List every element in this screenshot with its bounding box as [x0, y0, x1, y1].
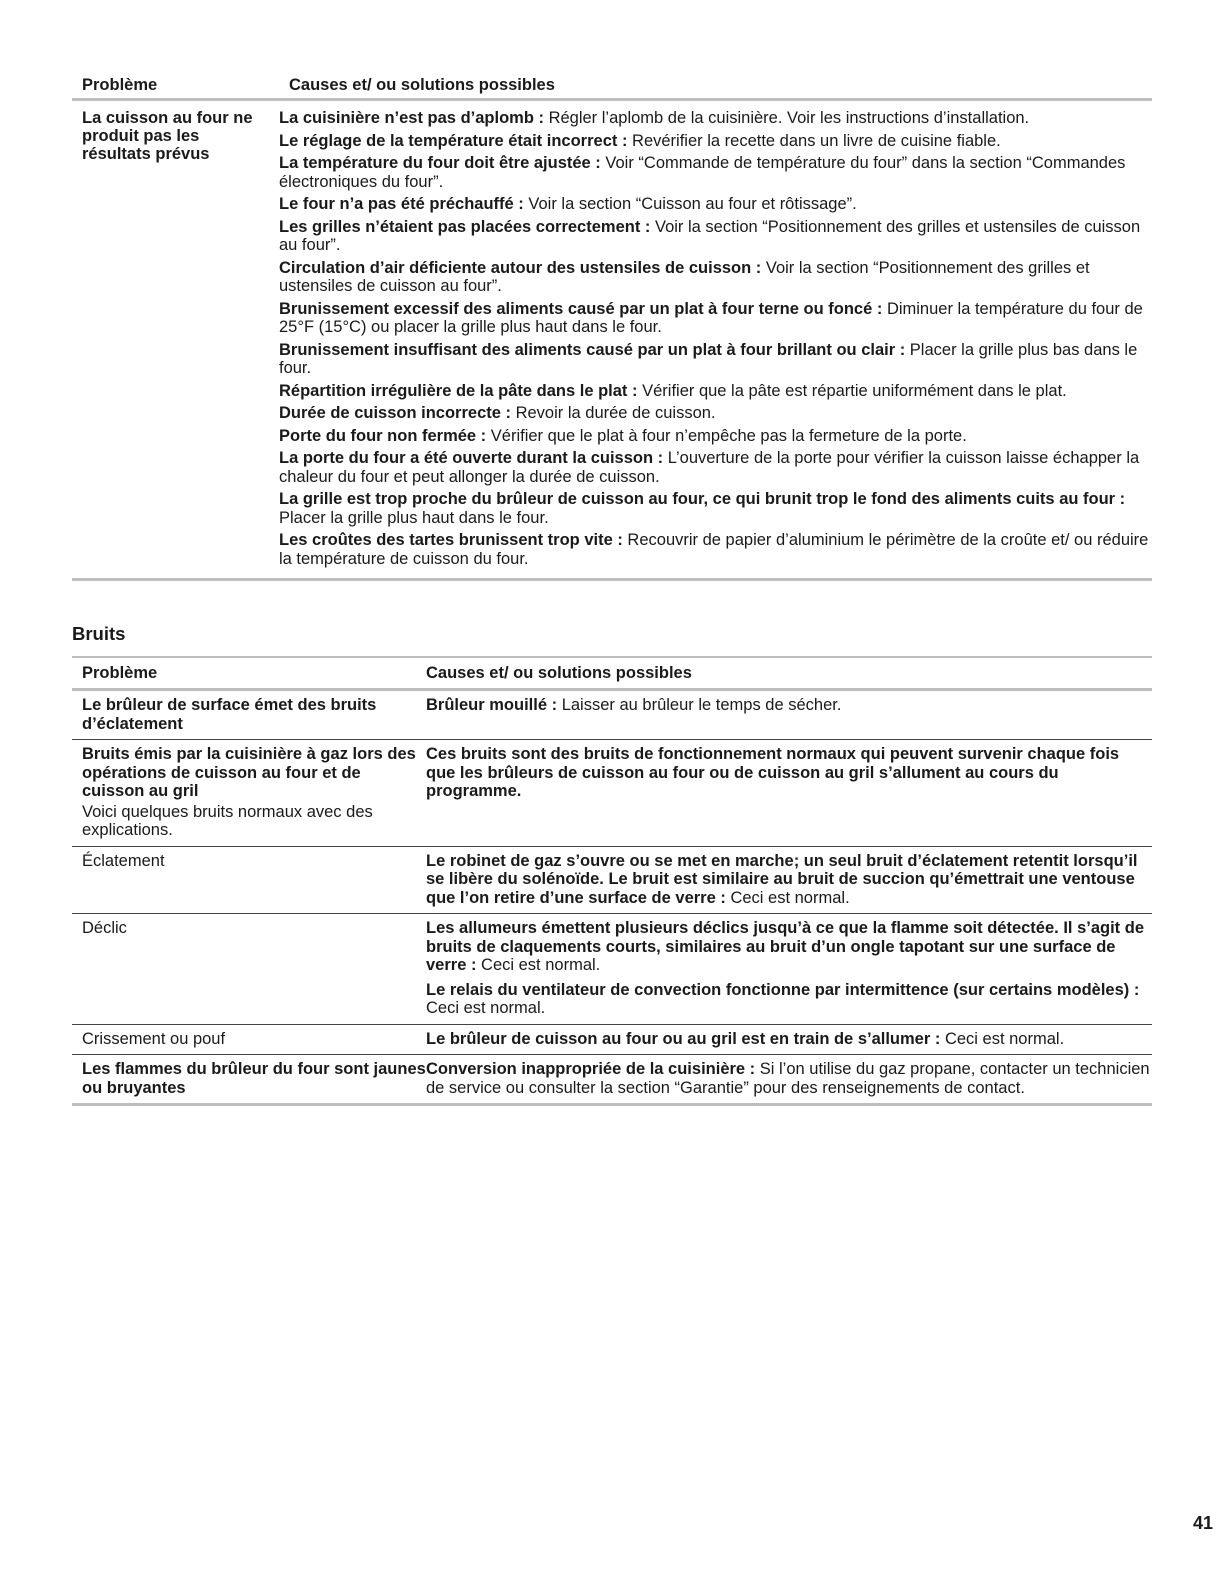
baking-troubleshooting-table	[72, 72, 1152, 581]
cause-entry	[426, 1060, 1152, 1097]
cause-entry	[426, 745, 1152, 801]
cause-entry	[279, 300, 1152, 337]
page	[72, 0, 1214, 1585]
problem-cell	[72, 919, 426, 1018]
cause-title: La température du four doit être ajustée :	[279, 154, 601, 172]
problem-description: Crissement ou pouf	[82, 1029, 226, 1048]
cause-title: Le brûleur de cuisson au four ou au gril est en train de s’allumer :	[426, 1029, 941, 1048]
cause-solution: L’ouverture de la porte pour vérifier la cuisson laisse échapper la chaleur du four et peut allonger la durée de cuisson.	[279, 449, 1140, 486]
cause-title: Brûleur mouillé :	[426, 696, 558, 714]
cause-solution: Placer la grille plus bas dans le four.	[279, 340, 1138, 377]
page-number: 41	[1193, 1513, 1214, 1533]
cause-title: Les grilles n’étaient pas placées correctement :	[279, 217, 651, 236]
cause-solution: Vérifier que la pâte est répartie uniformément dans le plat.	[637, 381, 1067, 400]
table-header	[72, 72, 1152, 101]
cause-title: Brunissement excessif des aliments causé par un plat à four terne ou foncé :	[279, 299, 883, 318]
header-problem-label: Problème	[82, 663, 158, 682]
cause-entry	[426, 696, 1152, 715]
table-header	[72, 656, 1152, 691]
table-row	[72, 101, 1152, 581]
cause-entry	[279, 404, 1152, 423]
cause-title: Durée de cuisson incorrecte :	[279, 404, 511, 422]
cause-title: Le four n’a pas été préchauffé :	[279, 195, 524, 213]
problem-cell	[72, 1060, 426, 1097]
header-causes-label: Causes et/ ou solutions possibles	[289, 75, 555, 94]
problem-description: Voici quelques bruits normaux avec des explications.	[82, 802, 373, 839]
cause-entry	[279, 341, 1152, 378]
cause-solution: Placer la grille plus haut dans le four.	[279, 508, 549, 527]
problem-title: Les flammes du brûleur du four sont jaunes ou bruyantes	[82, 1060, 426, 1097]
table-row	[72, 1025, 1152, 1056]
cause-entry	[279, 382, 1152, 401]
problem-description: Déclic	[82, 919, 127, 937]
cause-title: Porte du four non fermée :	[279, 426, 487, 445]
cause-entry	[279, 449, 1152, 486]
cause-title: Ces bruits sont des bruits de fonctionnement normaux qui peuvent survenir chaque fois que les brûleurs de cuisson au four ou de cuisson au gril s’allument au cours du programme.	[426, 745, 1120, 800]
table-row	[72, 691, 1152, 740]
cause-solution: Vérifier que le plat à four n’empêche pas la fermeture de la porte.	[486, 426, 967, 445]
cause-solution: Voir la section “Positionnement des grilles et ustensiles de cuisson au four”.	[279, 217, 1141, 254]
cause-title: Le robinet de gaz s’ouvre ou se met en marche; un seul bruit d’éclatement retentit lorsqu’il se libère du solénoïde. Le bruit est similaire au bruit de succion qu’émettrait une ventouse que l’on retire d’une surface de verre :	[426, 851, 1138, 907]
table-row	[72, 740, 1152, 847]
cause-entry	[279, 218, 1152, 255]
cause-title: Brunissement insuffisant des aliments causé par un plat à four brillant ou clair :	[279, 340, 906, 359]
cause-entry	[426, 981, 1152, 1018]
causes-cell	[426, 696, 1152, 733]
cause-solution: Voir la section “Positionnement des grilles et ustensiles de cuisson au four”.	[279, 258, 1090, 295]
cause-title: La cuisinière n’est pas d’aplomb :	[279, 109, 544, 127]
cause-entry	[426, 919, 1152, 975]
causes-cell	[426, 1060, 1152, 1097]
cause-solution: Voir la section “Cuisson au four et rôtissage”.	[523, 195, 857, 213]
cause-title: La grille est trop proche du brûleur de cuisson au four, ce qui brunit trop le fond des aliments cuits au four :	[279, 490, 1126, 508]
causes-cell	[426, 745, 1152, 840]
cause-title: Le réglage de la température était incorrect :	[279, 131, 628, 150]
table-row	[72, 1055, 1152, 1106]
cause-entry	[279, 490, 1152, 527]
cause-solution: Ceci est normal.	[476, 956, 601, 974]
cause-title: La porte du four a été ouverte durant la cuisson :	[279, 449, 664, 467]
cause-solution: Ceci est normal.	[940, 1029, 1065, 1048]
noise-troubleshooting-table	[72, 656, 1152, 1106]
problem-cell: La cuisson au four ne produit pas les résultats prévus	[82, 109, 253, 163]
header-problem-label: Problème	[82, 75, 158, 94]
cause-solution: Revoir la durée de cuisson.	[511, 404, 716, 422]
cause-entry	[279, 109, 1152, 128]
header-causes-label: Causes et/ ou solutions possibles	[426, 663, 692, 682]
cause-title: Les allumeurs émettent plusieurs déclics jusqu’à ce que la flamme soit détectée. Il s’agit de bruits de claquements courts, similaires au bruit d’un ongle tapotant sur une surface de verre :	[426, 919, 1144, 974]
problem-cell	[72, 696, 426, 733]
table-row	[72, 847, 1152, 915]
header-problem-cell	[72, 664, 426, 683]
header-causes-cell	[289, 76, 1152, 95]
cause-title: Circulation d’air déficiente autour des ustensiles de cuisson :	[279, 258, 762, 277]
cause-solution: Ceci est normal.	[426, 999, 546, 1017]
section-title: Bruits	[72, 623, 126, 644]
cause-title: Le relais du ventilateur de convection fonctionne par intermittence (sur certains modèles) :	[426, 980, 1140, 999]
causes-cell	[426, 1030, 1152, 1049]
cause-entry	[279, 531, 1152, 568]
cause-title: Les croûtes des tartes brunissent trop vite :	[279, 531, 623, 549]
cause-solution: Revérifier la recette dans un livre de cuisine fiable.	[627, 131, 1001, 150]
cause-entry	[279, 427, 1152, 446]
cause-title: Répartition irrégulière de la pâte dans le plat :	[279, 381, 638, 400]
header-problem-cell	[72, 76, 289, 95]
problem-description: Éclatement	[82, 851, 165, 870]
cause-solution: Si l’on utilise du gaz propane, contacter un technicien de service ou consulter la section “Garantie” pour des renseignements de contact.	[426, 1060, 1150, 1097]
cause-solution: Recouvrir de papier d’aluminium le périmètre de la croûte et/ ou réduire la température de cuisson du four.	[279, 531, 1149, 568]
cause-entry	[279, 259, 1152, 296]
cause-solution: Diminuer la température du four de 25°F (15°C) ou placer la grille plus haut dans le four.	[279, 299, 1143, 336]
causes-cell	[426, 919, 1152, 1018]
header-causes-cell	[426, 664, 1152, 683]
cause-solution: Ceci est normal.	[725, 888, 850, 907]
problem-cell	[72, 1030, 426, 1049]
cause-entry	[279, 195, 1152, 214]
table-body	[72, 691, 1152, 1106]
cause-solution: Voir “Commande de température du four” dans la section “Commandes électroniques du four”.	[279, 154, 1126, 191]
problem-cell	[72, 745, 426, 840]
cause-title: Conversion inappropriée de la cuisinière :	[426, 1060, 756, 1078]
cause-solution: Régler l’aplomb de la cuisinière. Voir les instructions d’installation.	[543, 109, 1030, 127]
causes-cell	[268, 109, 1152, 572]
causes-cell	[426, 852, 1152, 908]
cause-entry	[279, 154, 1152, 191]
cause-entry	[279, 132, 1152, 151]
problem-title: Le brûleur de surface émet des bruits d’éclatement	[82, 696, 377, 733]
cause-solution: Laisser au brûleur le temps de sécher.	[557, 696, 842, 714]
cause-entry	[426, 1030, 1152, 1049]
problem-cell	[72, 852, 426, 908]
problem-title: Bruits émis par la cuisinière à gaz lors des opérations de cuisson au four et de cuisson au gril	[82, 745, 416, 800]
table-row	[72, 914, 1152, 1025]
cause-entry	[426, 852, 1152, 908]
